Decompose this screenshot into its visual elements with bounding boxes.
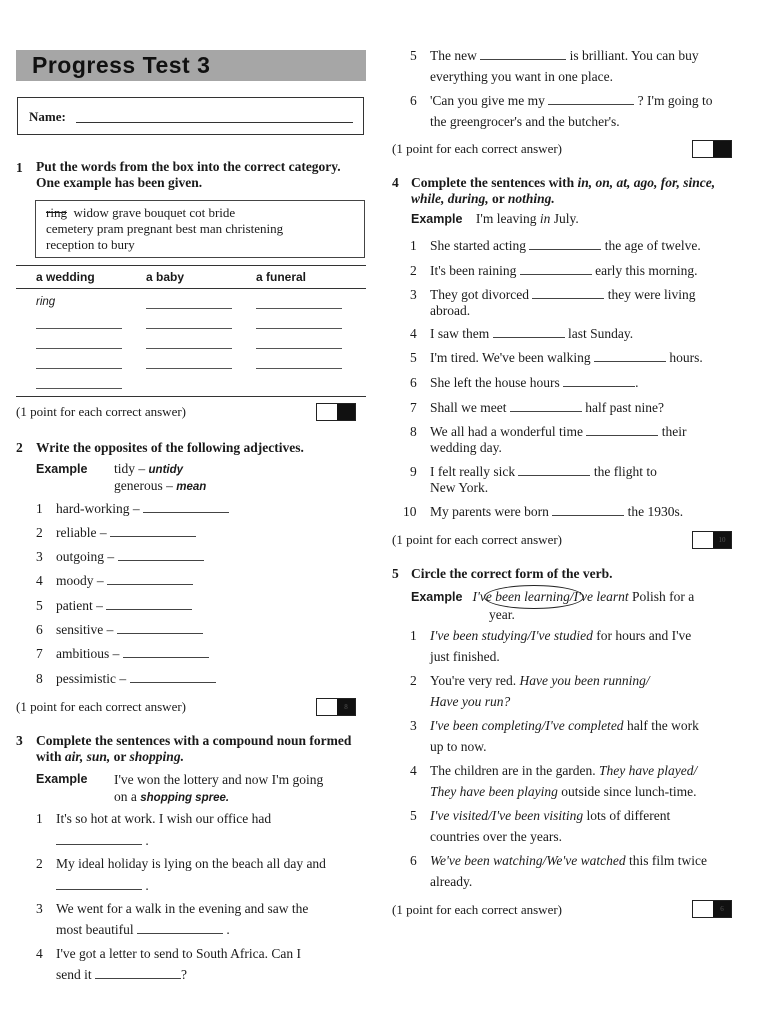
q2-points: (1 point for each correct answer) (16, 699, 186, 714)
q3-instruction-line1: Complete the sentences with a compound noun formed (36, 733, 352, 748)
divider (16, 265, 366, 266)
q2-example-answer: mean (176, 481, 207, 493)
answer-blank[interactable] (493, 327, 565, 338)
q2-instruction: Write the opposites of the following adjectives. (36, 440, 304, 455)
q4-item: 4 I saw them last Sunday. (410, 326, 634, 341)
q5-item-line2: countries over the years. (430, 829, 562, 844)
q4-item-line2: abroad. (430, 303, 471, 318)
category-wedding: a wedding (36, 270, 95, 284)
q3-item-line2: everything you want in one place. (430, 69, 613, 84)
q5-example-circled: I've been learning (472, 589, 570, 604)
q1-points: (1 point for each correct answer) (16, 404, 186, 419)
q2-example-label: Example (36, 462, 88, 476)
answer-blank[interactable] (256, 368, 342, 369)
category-example: ring (36, 296, 56, 308)
answer-blank[interactable] (256, 328, 342, 329)
answer-blank[interactable] (548, 94, 634, 105)
answer-blank[interactable] (146, 328, 232, 329)
answer-blank[interactable] (110, 526, 196, 537)
q5-item: 4 The children are in the garden. They have played/ (410, 763, 698, 778)
q2-example-word: generous – (114, 478, 177, 493)
q2-item: 4 moody – (36, 571, 193, 590)
answer-blank[interactable] (36, 388, 122, 389)
q1-instruction (36, 159, 341, 191)
q1-score-box[interactable] (316, 403, 356, 421)
q3-item: 1 It's so hot at work. I wish our office had (36, 811, 272, 826)
score-total: 10 (713, 532, 731, 548)
answer-blank[interactable] (563, 376, 635, 387)
answer-blank[interactable] (518, 465, 590, 476)
answer-blank[interactable] (95, 968, 181, 979)
score-box-fill (337, 404, 355, 420)
q3-example-label: Example (36, 772, 88, 786)
q4-item: 8 We all had a wonderful time their (410, 424, 687, 439)
answer-blank[interactable] (532, 288, 604, 299)
q5-item-line2: Have you run? (430, 694, 511, 709)
q1-instruction-line2: One example has been given. (36, 175, 203, 190)
q3-instruction: Complete the sentences with a compound noun formed with air, sun, or shopping. (36, 733, 352, 764)
q3-example: I've won the lottery and now I'm going on a shopping spree. (114, 772, 324, 804)
q4-item: 7 Shall we meet half past nine? (410, 400, 664, 415)
q2-example-word: tidy – (114, 461, 149, 476)
answer-blank[interactable] (56, 879, 142, 890)
q4-instruction: Complete the sentences with in, on, at, ago, for, since, while, during, or nothing. (411, 175, 716, 206)
q1-instruction-line1: Put the words from the box into the correct category. (36, 159, 341, 174)
answer-blank[interactable] (480, 49, 566, 60)
q4-points: (1 point for each correct answer) (392, 532, 562, 547)
q4-item-line2: wedding day. (430, 440, 502, 455)
q5-item-line2: up to now. (430, 739, 487, 754)
q3-item: 5 The new is brilliant. You can buy (410, 48, 699, 63)
score-total: 8 (337, 699, 355, 715)
q5-item-line2: already. (430, 874, 473, 889)
page-title: Progress Test 3 (32, 52, 211, 78)
answer-blank[interactable] (510, 401, 582, 412)
q4-item-line2: New York. (430, 480, 489, 495)
q2-item: 7 ambitious – (36, 644, 209, 663)
q4-item: 5 I'm tired. We've been walking hours. (410, 350, 703, 365)
q3-number: 3 (16, 733, 23, 748)
divider (16, 288, 366, 289)
q3-item-line2: the greengrocer's and the butcher's. (430, 114, 620, 129)
q2-item: 6 sensitive – (36, 620, 203, 639)
answer-blank[interactable] (36, 328, 122, 329)
answer-blank[interactable] (106, 599, 192, 610)
q3-item: 4 I've got a letter to send to South Africa. Can I (36, 946, 301, 961)
q2-item: 5 patient – (36, 596, 192, 615)
q4-example: Example I'm leaving in July. (411, 211, 579, 226)
q2-score-box[interactable] (316, 698, 356, 716)
q4-item: 9 I felt really sick the flight to (410, 464, 657, 479)
q5-number: 5 (392, 566, 399, 581)
q3-score-box[interactable] (692, 140, 732, 158)
q3-item: 6 'Can you give me my ? I'm going to (410, 93, 713, 108)
q2-example (114, 461, 206, 495)
score-box-fill (713, 141, 731, 157)
q5-instruction: Circle the correct form of the verb. (411, 566, 613, 581)
q5-example: Example I've been learning/I've learnt Polish for a year. (411, 589, 695, 622)
answer-blank[interactable] (143, 502, 229, 513)
answer-blank[interactable] (137, 923, 223, 934)
answer-blank[interactable] (107, 574, 193, 585)
word-box (35, 200, 365, 258)
name-label: Name: (29, 109, 66, 124)
q4-number: 4 (392, 175, 399, 190)
answer-blank[interactable] (123, 647, 209, 658)
q4-item: 10 My parents were born the 1930s. (403, 504, 684, 519)
answer-blank[interactable] (56, 834, 142, 845)
title-bar (16, 50, 366, 81)
answer-circle (484, 585, 584, 609)
word-box-line3: reception to bury (46, 237, 135, 252)
q2-item: 8 pessimistic – (36, 669, 216, 688)
answer-blank[interactable] (256, 348, 342, 349)
q4-item: 2 It's been raining early this morning. (410, 263, 698, 278)
name-field[interactable] (76, 122, 353, 123)
answer-blank[interactable] (594, 351, 666, 362)
q5-points: (1 point for each correct answer) (392, 902, 562, 917)
answer-blank[interactable] (529, 239, 601, 250)
answer-blank[interactable] (146, 308, 232, 309)
q5-item-line2: just finished. (430, 649, 500, 664)
answer-blank[interactable] (118, 550, 204, 561)
q4-score-box[interactable] (692, 531, 732, 549)
q3-item-line2: . (56, 831, 149, 850)
word-box-line2: cemetery pram pregnant best man christening (46, 221, 284, 236)
q3-example-answer: shopping spree. (140, 792, 230, 804)
answer-blank[interactable] (520, 264, 592, 275)
q3-item-line2: send it ? (56, 967, 187, 982)
q5-item: 1 I've been studying/I've studied for hours and I've (410, 628, 692, 643)
q3-item-line2: most beautiful . (56, 922, 230, 937)
q2-item: 2 reliable – (36, 523, 196, 542)
answer-blank[interactable] (552, 505, 624, 516)
answer-blank[interactable] (586, 425, 658, 436)
answer-blank[interactable] (36, 348, 122, 349)
word-box-struck-word: ring (46, 205, 67, 220)
q5-item: 2 You're very red. Have you been running/ (410, 673, 650, 688)
q4-item: 3 They got divorced they were living (410, 287, 696, 302)
q2-number: 2 (16, 440, 23, 455)
q2-item: 3 outgoing – (36, 547, 204, 566)
answer-blank[interactable] (117, 623, 203, 634)
q3-points: (1 point for each correct answer) (392, 141, 562, 156)
q5-item-line2: They have been playing outside since lunch-time. (430, 784, 697, 799)
score-total: 6 (713, 901, 731, 917)
answer-blank[interactable] (36, 368, 122, 369)
q4-item: 6 She left the house hours . (410, 375, 639, 390)
name-box (17, 97, 364, 135)
answer-blank[interactable] (256, 308, 342, 309)
category-funeral: a funeral (256, 270, 307, 284)
q2-item: 1 hard-working – (36, 499, 229, 518)
category-baby: a baby (146, 270, 185, 284)
q3-item: 2 My ideal holiday is lying on the beach all day and (36, 856, 326, 871)
word-box-line1: widow grave bouquet cot bride (73, 205, 236, 220)
q2-example-answer: untidy (148, 464, 184, 476)
answer-blank[interactable] (146, 368, 232, 369)
q3-item: 3 We went for a walk in the evening and saw the (36, 901, 309, 916)
q1-number: 1 (16, 160, 23, 175)
q3-item-line2: . (56, 876, 149, 895)
answer-blank[interactable] (146, 348, 232, 349)
answer-blank[interactable] (130, 672, 216, 683)
q4-item: 1 She started acting the age of twelve. (410, 238, 701, 253)
q5-item: 6 We've been watching/We've watched this film twice (410, 853, 707, 868)
q5-item: 5 I've visited/I've been visiting lots of different (410, 808, 671, 823)
divider (16, 396, 366, 397)
q5-item: 3 I've been completing/I've completed half the work (410, 718, 699, 733)
q5-score-box[interactable] (692, 900, 732, 918)
